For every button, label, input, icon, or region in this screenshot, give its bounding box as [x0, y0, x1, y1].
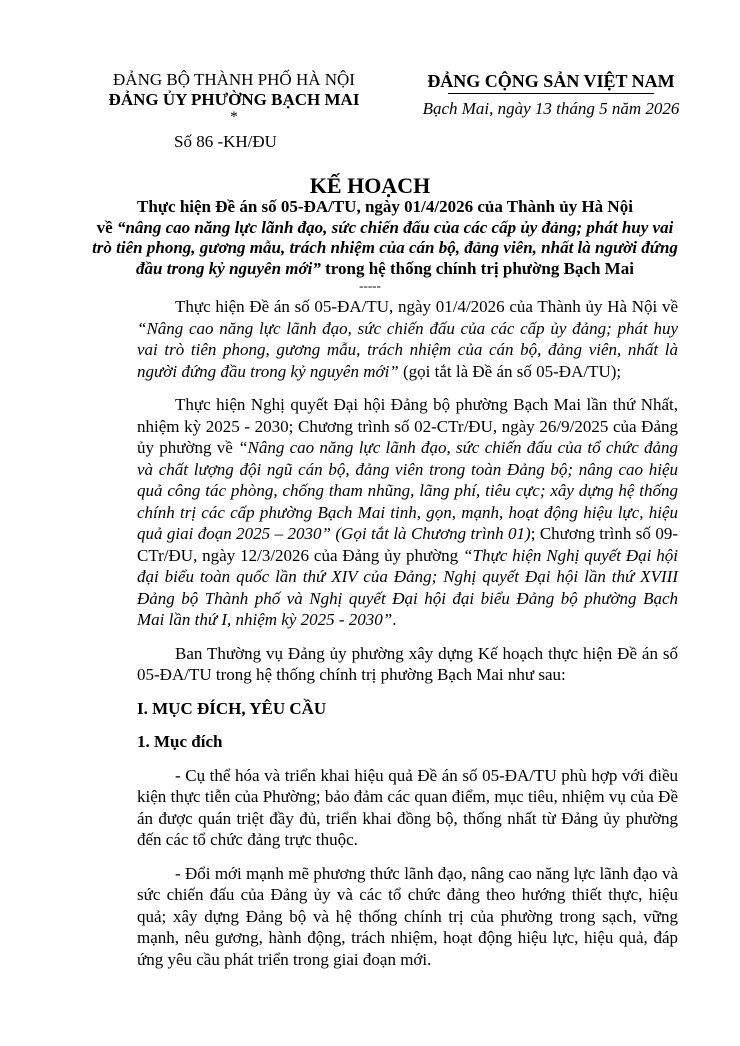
paragraph-1-c: (gọi tắt là Đề án số 05-ĐA/TU); [398, 361, 622, 381]
paragraph-1-a: Thực hiện Đề án số 05-ĐA/TU, ngày 01/4/2026 của Thành ủy Hà Nội về [175, 297, 678, 316]
paragraph-1 [137, 296, 678, 382]
issuer-header [96, 70, 372, 124]
bullet-1: - Cụ thể hóa và triển khai hiệu quả Đề án số 05-ĐA/TU phù hợp với điều kiện thực tiễn của Phường; bảo đảm các quan điểm, mục tiêu, nhiệm vụ của Đề án được quán triệt đầy đủ, triển khai đồng bộ, thống nhất từ Đảng ủy phường đến các tổ chức đảng trực thuộc. [137, 765, 678, 849]
document-body [137, 296, 678, 982]
paragraph-2 [137, 394, 678, 631]
subtitle-line-1: Thực hiện Đề án số 05-ĐA/TU, ngày 01/4/2026 của Thành ủy Hà Nội [137, 197, 633, 216]
paragraph-2-c: ; Chương trình số 09-CTr/ĐU, ngày 12/3/2026 của Đảng ủy phường [137, 524, 678, 565]
issuer-line-1: ĐẢNG BỘ THÀNH PHỐ HÀ NỘI [113, 70, 355, 89]
party-underline [448, 93, 654, 94]
paragraph-2-a: Thực hiện Nghị quyết Đại hội Đảng bộ phường Bạch Mai lần thứ Nhất, nhiệm kỳ 2025 - 2030; Chương trình số 02-CTr/ĐU, ngày 26/9/2025 của Đảng ủy phường về [137, 395, 678, 457]
issue-date: Bạch Mai, ngày 13 tháng 5 năm 2026 [422, 99, 680, 118]
party-name: ĐẢNG CỘNG SẢN VIỆT NAM [427, 71, 675, 91]
document-number: Số 86 -KH/ĐU [174, 132, 277, 151]
paragraph-1-b: “Nâng cao năng lực lãnh đạo, sức chiến đấu của các cấp ủy đảng; phát huy vai trò tiên phong, gương mẫu, trách nhiệm của cán bộ, đảng viên, nhất là người đứng đầu trong kỷ nguyên mới” [137, 318, 678, 381]
document-subtitle [90, 197, 680, 279]
subtitle-suffix: trong hệ thống chính trị phường Bạch Mai [320, 258, 634, 278]
subtitle-prefix: về [96, 217, 117, 237]
paragraph-2-d: “Thực hiện Nghị quyết Đại hội đại biểu toàn quốc lần thứ XIV của Đảng; Nghị quyết Đại hội lần thứ XVIII Đảng bộ Thành phố và Nghị quyết Đại hội đại biểu Đảng bộ phường Bạch Mai lần thứ I, nhiệm kỳ 2025 - 2030” [137, 545, 678, 629]
national-header [410, 70, 692, 119]
separator-dashes: ----- [359, 278, 381, 293]
bullet-2: - Đổi mới mạnh mẽ phương thức lãnh đạo, nâng cao năng lực lãnh đạo và sức chiến đấu của Đảng ủy và các tổ chức đảng theo hướng thiết thực, hiệu quả; xây dựng Đảng bộ và hệ thống chính trị của phường trong sạch, vững mạnh, nêu gương, hành động, trách nhiệm, hoạt động hiệu lực, hiệu quả, đáp ứng yêu cầu phát triển trong giai đoạn mới. [137, 863, 678, 969]
issuer-line-2: ĐẢNG ỦY PHƯỜNG BẠCH MAI [108, 90, 360, 109]
section-heading-1-1: 1. Mục đích [137, 732, 223, 751]
document-title: KẾ HOẠCH [309, 173, 431, 198]
subtitle-italic: “nâng cao năng lực lãnh đạo, sức chiến đấu của các cấp ủy đảng; phát huy vai trò tiên phong, gương mẫu, trách nhiệm của cán bộ, đảng viên, nhất là người đứng đầu trong kỷ nguyên mới” [92, 217, 678, 278]
paragraph-3: Ban Thường vụ Đảng ủy phường xây dựng Kế hoạch thực hiện Đề án số 05-ĐA/TU trong hệ thống chính trị phường Bạch Mai như sau: [137, 643, 678, 684]
section-heading-1: I. MỤC ĐÍCH, YÊU CẦU [137, 698, 327, 718]
paragraph-2-e: . [392, 610, 397, 629]
paragraph-2-b: “Nâng cao năng lực lãnh đạo, sức chiến đấu của tổ chức đảng và chất lượng đội ngũ cán bộ, đảng viên trong toàn Đảng bộ; nâng cao hiệu quả công tác phòng, chống tham nhũng, lãng phí, tiêu cực; xây dựng hệ thống chính trị các cấp phường Bạch Mai tinh, gọn, mạnh, hoạt động hiệu lực, hiệu quả giai đoạn 2025 – 2030” (Gọi tắt là Chương trình 01) [137, 438, 679, 543]
issuer-star: * [230, 109, 238, 125]
